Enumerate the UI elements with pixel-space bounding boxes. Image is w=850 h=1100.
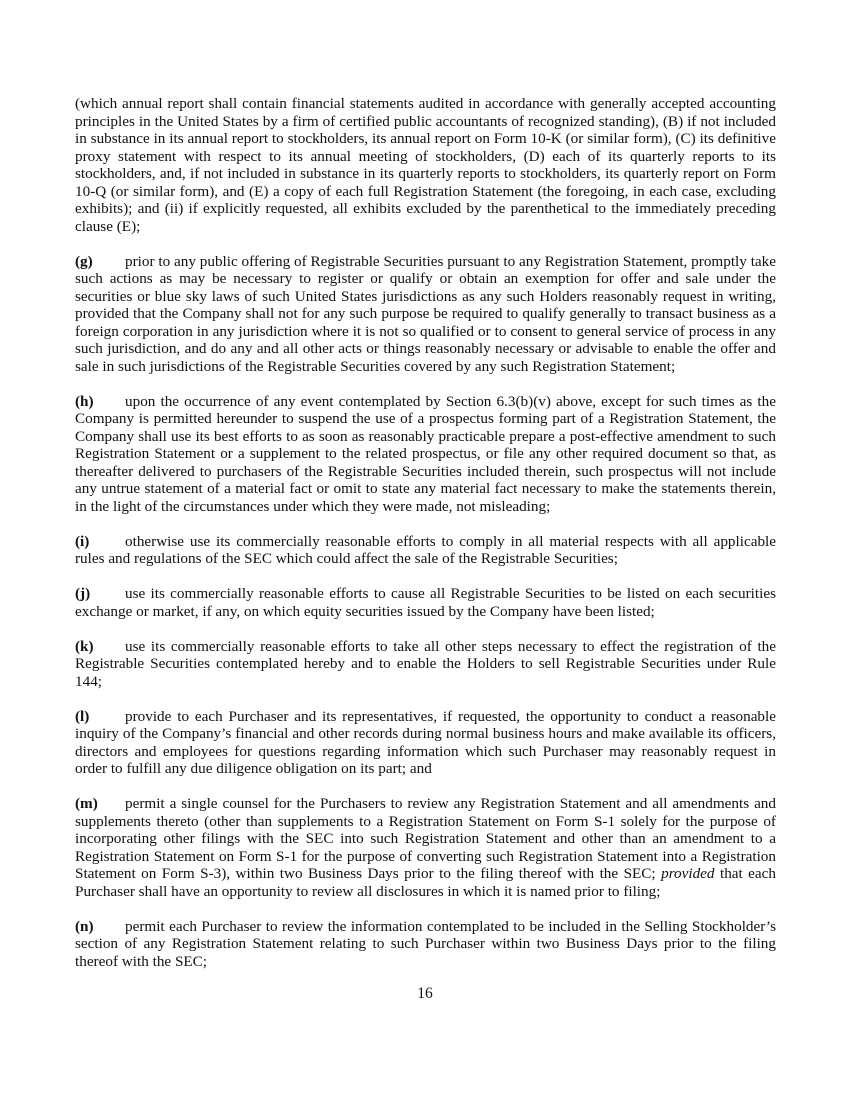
- clause-l: [75, 708, 776, 778]
- clause-text: otherwise use its commercially reasonable efforts to comply in all material respects with all applicable rules and regulations of the SEC which could affect the sale of the Registrable Securities;: [75, 532, 776, 567]
- clause-text-after: that each Purchaser shall have an opportunity to review all disclosures in which it is named prior to filing;: [75, 865, 777, 900]
- clause-text: prior to any public offering of Registrable Securities pursuant to any Registration Statement, promptly take such actions as may be necessary to register or qualify or obtain an exemption for offer and sale under the securities or blue sky laws of such United States jurisdictions as any such Holders reasonably request in writing, provided that the Company shall not for any such purpose be required to qualify generally to transact business as a foreign corporation in any jurisdiction where it is not so qualified or to consent to general service of process in any such jurisdiction, and do any and all other acts or things reasonably necessary or advisable to enable the offer and sale in such jurisdictions of the Registrable Securities covered by any such Registration Statement;: [75, 252, 776, 375]
- clause-text: use its commercially reasonable efforts to take all other steps necessary to effect the registration of the Registrable Securities contemplated hereby and to enable the Holders to sell Registrable Securities under Rule 144;: [75, 637, 776, 690]
- clause-label: (j): [75, 585, 91, 602]
- clause-label: (l): [75, 707, 90, 725]
- clause-label: (n): [75, 917, 94, 935]
- clause-text: use its commercially reasonable efforts to cause all Registrable Securities to be listed on each securities exchange or market, if any, on which equity securities issued by the Company have been listed;: [75, 585, 776, 620]
- clause-text: permit each Purchaser to review the information contemplated to be included in the Selling Stockholder’s section of any Registration Statement relating to such Purchaser within two Business Days prior to the filing thereof with the SEC;: [75, 917, 776, 970]
- clause-g: [75, 253, 776, 376]
- clause-h: [75, 393, 776, 516]
- clause-n: [75, 918, 776, 971]
- clause-label: (h): [75, 392, 94, 410]
- continuation-paragraph: (which annual report shall contain financial statements audited in accordance with generally accepted accounting principles in the United States by a firm of certified public accountants of recognized standing), (B) if not included in substance in its annual report to stockholders, its annual report on Form 10-K (or similar form), (C) its definitive proxy statement with respect to its annual meeting of stockholders, (D) each of its quarterly reports to its stockholders, and, if not included in substance in its quarterly reports to stockholders, its quarterly report on Form 10-Q (or similar form), and (E) a copy of each full Registration Statement (the foregoing, in each case, excluding exhibits); and (ii) if explicitly requested, all exhibits excluded by the parenthetical to the immediately preceding clause (E);: [75, 95, 776, 235]
- document-page: [75, 95, 776, 988]
- clause-i: [75, 533, 776, 568]
- clause-j: [75, 585, 776, 620]
- clause-label: (i): [75, 532, 90, 550]
- clause-label: (m): [75, 795, 98, 812]
- clause-m: [75, 795, 776, 900]
- clause-k: [75, 638, 776, 691]
- clause-italic-term: provided: [661, 865, 715, 882]
- clause-label: (g): [75, 252, 93, 270]
- page-number: 16: [417, 985, 433, 1002]
- clause-text: provide to each Purchaser and its representatives, if requested, the opportunity to conduct a reasonable inquiry of the Company’s financial and other records during normal business hours and make available its officers, directors and employees for questions regarding information which such Purchaser may reasonably request in order to fulfill any due diligence obligation on its part; and: [75, 707, 776, 777]
- clause-text-before: permit a single counsel for the Purchasers to review any Registration Statement and all amendments and supplements thereto (other than supplements to a Registration Statement on Form S-1 solely for the purpose of incorporating other filings with the SEC into such Registration Statement and other than an amendment to a Registration Statement on Form S-1 for the purpose of converting such Registration Statement into a Registration Statement on Form S-3), within two Business Days prior to the filing thereof with the SEC;: [75, 795, 776, 882]
- clause-label: (k): [75, 637, 94, 655]
- clause-text: upon the occurrence of any event contemplated by Section 6.3(b)(v) above, except for such times as the Company is permitted hereunder to suspend the use of a prospectus forming part of a Registration Statement, the Company shall use its best efforts to as soon as reasonably practicable prepare a post-effective amendment to such Registration Statement or a supplement to the related prospectus, or file any other required document so that, as thereafter delivered to purchasers of the Registrable Securities included therein, such prospectus will not include any untrue statement of a material fact or omit to state any material fact necessary to make the statements therein, in the light of the circumstances under which they were made, not misleading;: [75, 392, 776, 515]
